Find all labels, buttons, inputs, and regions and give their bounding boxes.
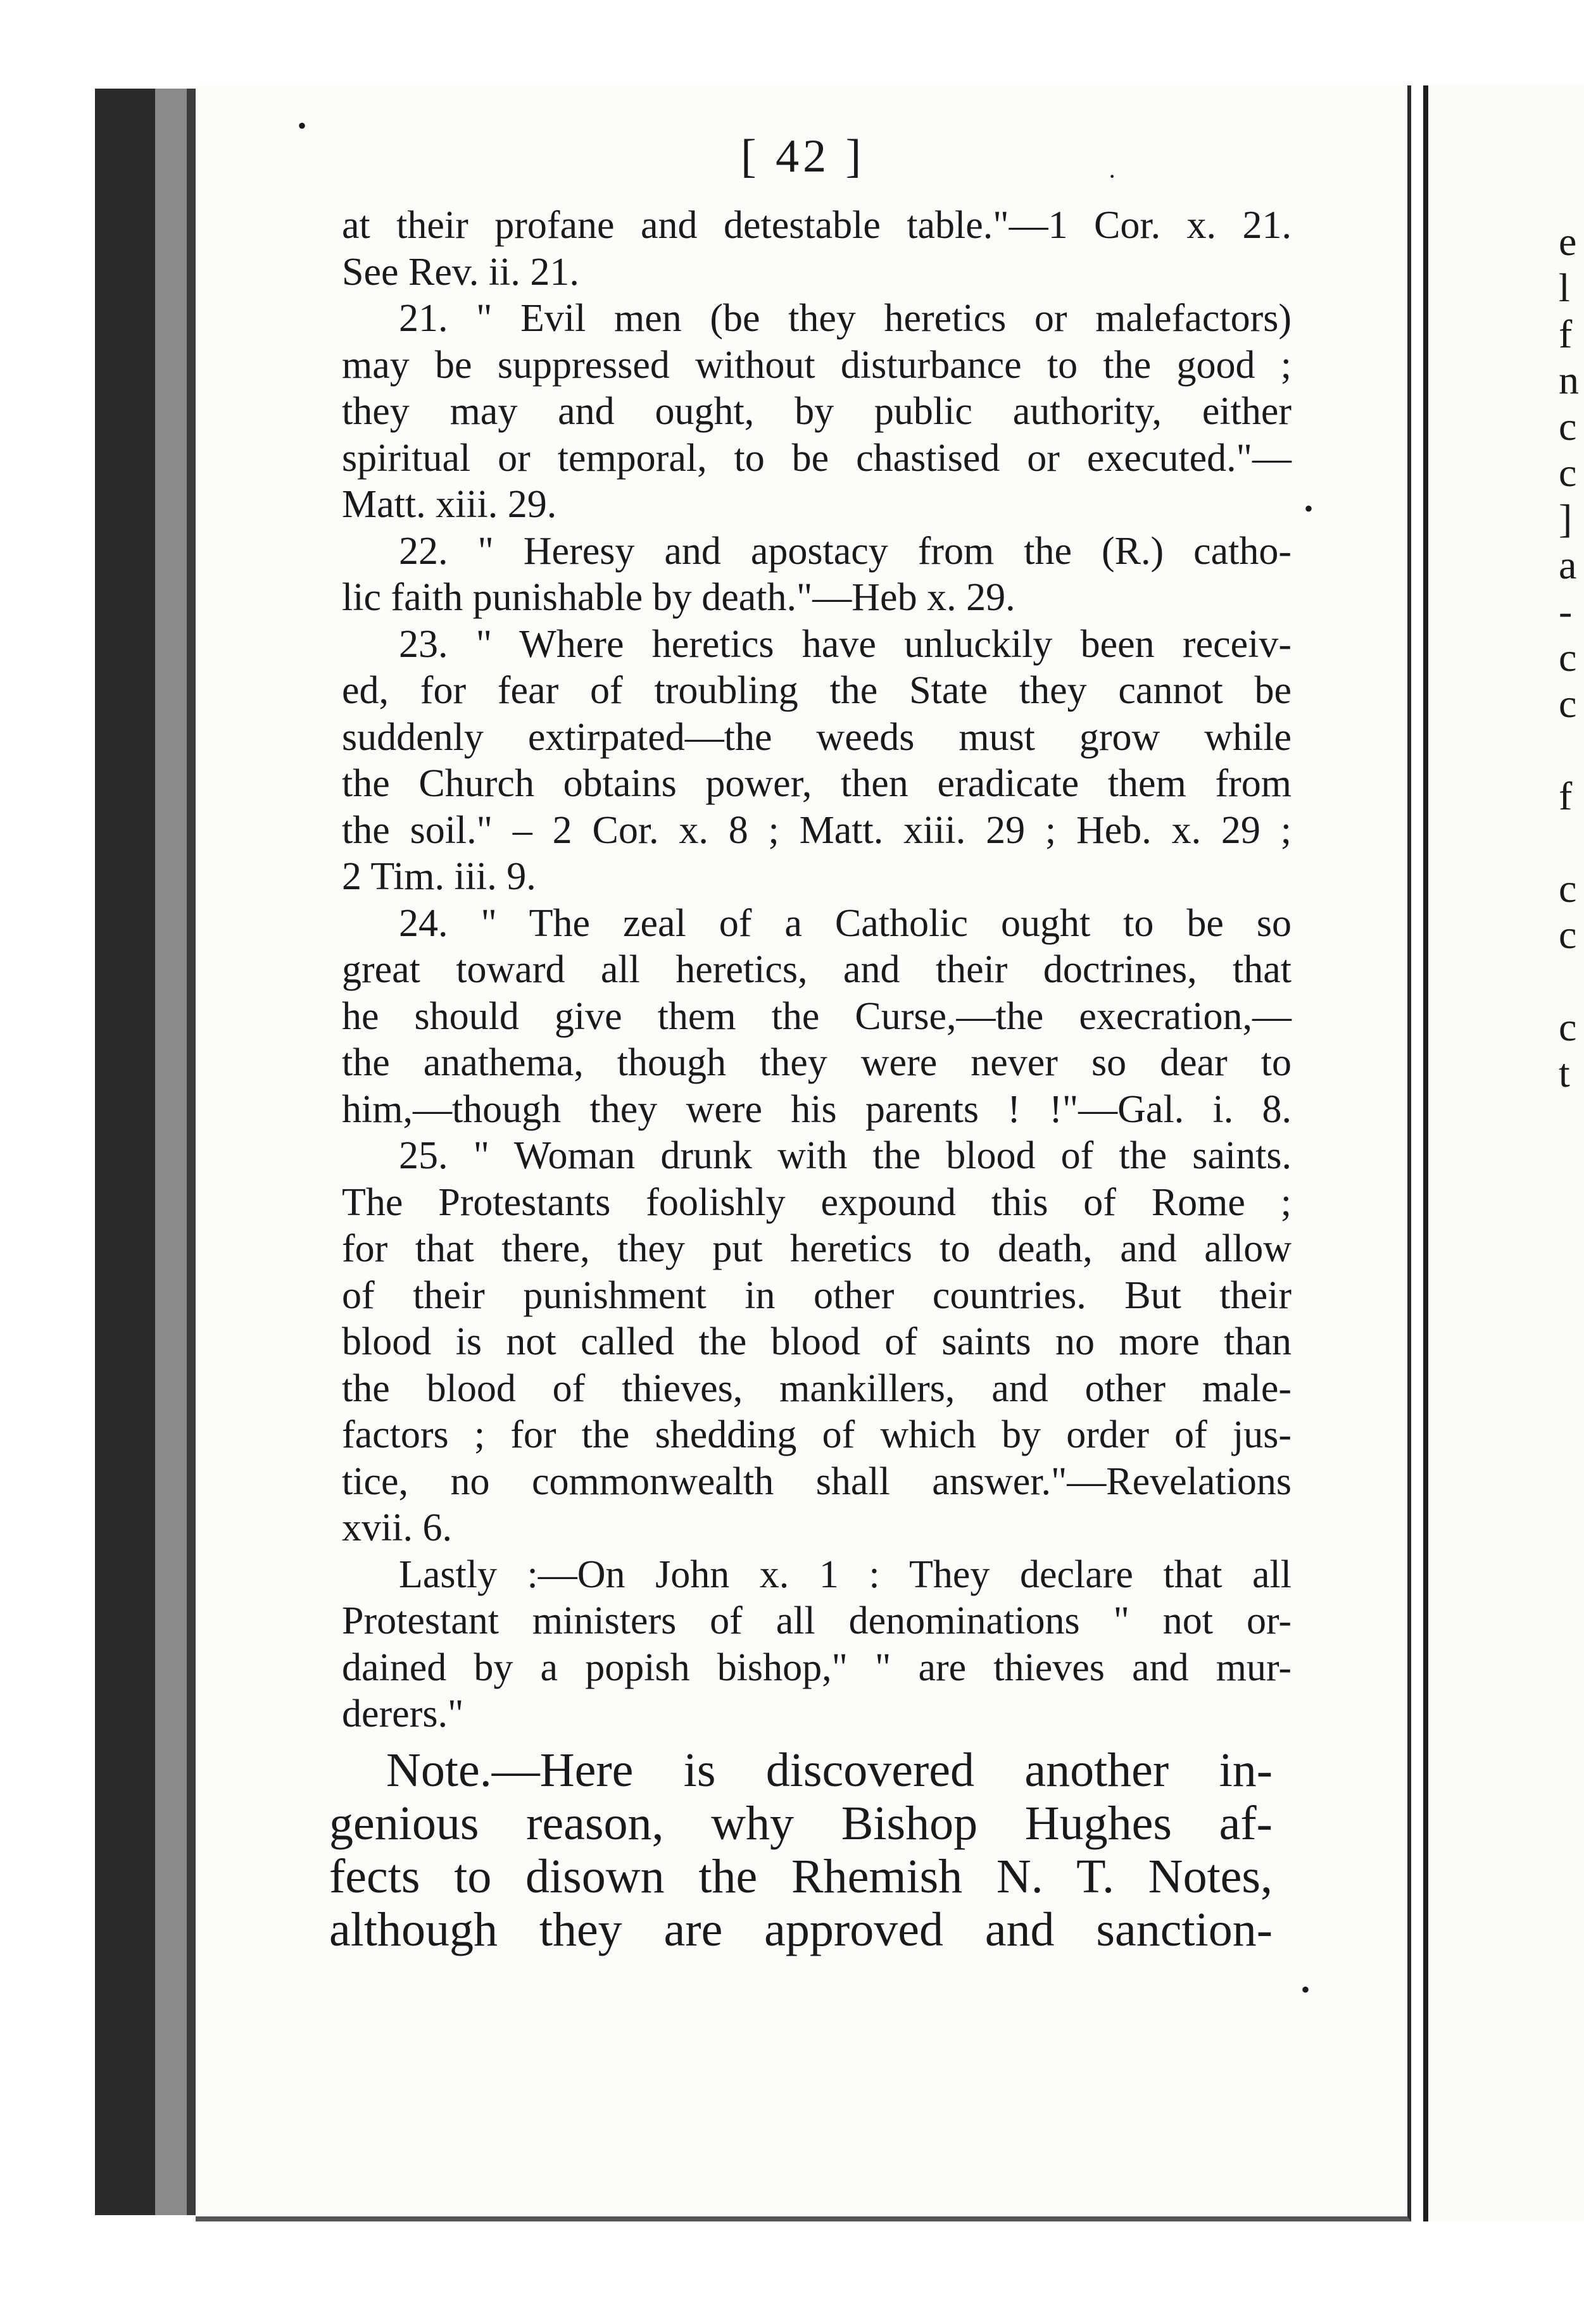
facing-page-letter: c	[1559, 912, 1577, 957]
text-line: he should give them the Curse,—the execration,—	[342, 994, 1292, 1038]
text-line: Lastly :—On John x. 1 : They declare that all	[399, 1552, 1292, 1596]
note-line: Note.—Here is discovered another in-	[386, 1744, 1273, 1797]
scan-speck: •	[1301, 1975, 1311, 2004]
text-line: the blood of thieves, mankillers, and other male-	[342, 1366, 1292, 1410]
text-line: spiritual or temporal, to be chastised or executed."—	[342, 436, 1292, 480]
text-line: factors ; for the shedding of which by order of jus-	[342, 1413, 1292, 1456]
facing-page-letter: e	[1559, 219, 1577, 264]
text-line: at their profane and detestable table."—1 Cor. x. 21.	[342, 204, 1292, 247]
facing-page-letter: ]	[1559, 496, 1573, 541]
text-line: the anathema, though they were never so dear to	[342, 1041, 1292, 1084]
facing-page-letter: f	[1559, 773, 1573, 818]
scan-speck: ·	[1108, 162, 1117, 191]
text-line: for that there, they put heretics to death, and allow	[342, 1227, 1292, 1270]
facing-page-letter: c	[1559, 866, 1577, 911]
text-line: See Rev. ii. 21.	[342, 250, 579, 294]
facing-page-letter: c	[1559, 450, 1577, 495]
scan-speck: •	[1304, 494, 1314, 523]
binding-edge	[187, 89, 196, 2215]
text-line: the soil." – 2 Cor. x. 8 ; Matt. xiii. 29 ; Heb. x. 29 ;	[342, 808, 1292, 852]
scan-speck: •	[298, 111, 307, 140]
text-line: ed, for fear of troubling the State they cannot be	[342, 669, 1292, 712]
text-line: lic faith punishable by death."—Heb x. 29.	[342, 576, 1015, 619]
binding-shadow	[155, 89, 187, 2215]
text-line: Protestant ministers of all denominations " not or-	[342, 1599, 1292, 1642]
text-line: 24. " The zeal of a Catholic ought to be so	[399, 901, 1292, 945]
text-line: blood is not called the blood of saints no more than	[342, 1320, 1292, 1363]
text-line: of their punishment in other countries. But their	[342, 1273, 1292, 1317]
text-line: 2 Tim. iii. 9.	[342, 855, 536, 898]
text-line: 21. " Evil men (be they heretics or malefactors)	[399, 297, 1292, 340]
text-line: 22. " Heresy and apostacy from the (R.) catho-	[399, 529, 1292, 573]
book-binding	[95, 89, 155, 2215]
facing-page-letter: a	[1559, 542, 1577, 587]
text-line: great toward all heretics, and their doctrines, that	[342, 948, 1292, 991]
text-line: derers."	[342, 1692, 464, 1735]
text-line: may be suppressed without disturbance to the good ;	[342, 343, 1292, 387]
text-line: him,—though they were his parents ! !"—Gal. i. 8.	[342, 1087, 1292, 1131]
note-line: although they are approved and sanction-	[329, 1903, 1273, 1956]
facing-page-letter: f	[1559, 311, 1573, 356]
text-line: 23. " Where heretics have unluckily been receiv-	[399, 622, 1292, 666]
facing-page-letter: c	[1559, 1004, 1577, 1049]
text-line: 25. " Woman drunk with the blood of the saints.	[399, 1134, 1292, 1177]
text-line: xvii. 6.	[342, 1506, 452, 1549]
note-line: fects to disown the Rhemish N. T. Notes,	[329, 1850, 1273, 1903]
facing-page-letter: c	[1559, 681, 1577, 726]
facing-page-letter: c	[1559, 635, 1577, 680]
page-number: [ 42 ]	[741, 130, 865, 182]
page-body-text	[342, 203, 1292, 1738]
text-line: tice, no commonwealth shall answer."—Revelations	[342, 1459, 1292, 1503]
text-line: they may and ought, by public authority, either	[342, 390, 1292, 433]
facing-page-letter: l	[1559, 265, 1570, 310]
facing-page-letter: -	[1559, 589, 1573, 634]
note-paragraph	[329, 1744, 1273, 1956]
text-line: the Church obtains power, then eradicate them from	[342, 762, 1292, 805]
facing-page-letter: c	[1559, 404, 1577, 449]
facing-page-letter: n	[1559, 358, 1579, 403]
text-line: suddenly extirpated—the weeds must grow while	[342, 715, 1292, 759]
facing-page-letter: t	[1559, 1051, 1570, 1096]
scan-margin-top	[0, 0, 1584, 95]
text-line: dained by a popish bishop," " are thieves and mur-	[342, 1646, 1292, 1689]
text-line: Matt. xiii. 29.	[342, 483, 557, 526]
text-line: The Protestants foolishly expound this of Rome ;	[342, 1180, 1292, 1224]
note-line: genious reason, why Bishop Hughes af-	[329, 1797, 1273, 1850]
